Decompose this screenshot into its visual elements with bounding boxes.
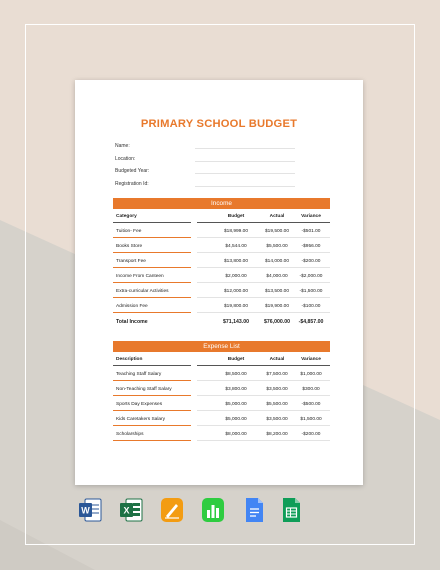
- word-icon[interactable]: [78, 497, 102, 523]
- cell-variance: -$4,857.00: [298, 319, 324, 325]
- google-sheets-icon[interactable]: [279, 497, 303, 523]
- table-row: [113, 412, 330, 427]
- expense-header-row: [113, 352, 330, 367]
- excel-icon-letter: X: [123, 505, 130, 516]
- numbers-icon[interactable]: [201, 497, 225, 523]
- table-row: [113, 284, 330, 299]
- cell-category: Admission Fee: [116, 304, 148, 309]
- cell-category: Income From Canteen: [116, 274, 164, 279]
- cell-variance: -$100.00: [301, 304, 321, 309]
- income-heading: Income: [113, 198, 330, 209]
- cell-variance: $1,500.00: [300, 417, 322, 422]
- cell-category: Tuition- Fee: [116, 229, 142, 234]
- cell-actual: $3,500.00: [266, 387, 288, 392]
- info-input-line[interactable]: [195, 186, 295, 187]
- cell-budget: $3,800.00: [225, 387, 247, 392]
- cell-budget: $5,000.00: [225, 417, 247, 422]
- cell-variance: -$200.00: [301, 259, 321, 264]
- column-header: Category: [116, 214, 137, 219]
- cell-category: Total Income: [116, 319, 148, 325]
- cell-budget: $19,800.00: [223, 304, 248, 309]
- cell-actual: $14,000.00: [264, 259, 289, 264]
- info-input-line[interactable]: [195, 148, 295, 149]
- cell-actual: $76,000.00: [264, 319, 290, 325]
- cell-budget: $5,000.00: [225, 402, 247, 407]
- cell-description: Sports Day Expenses: [116, 402, 163, 407]
- cell-budget: $71,143.00: [223, 319, 249, 325]
- pages-icon[interactable]: [160, 497, 184, 523]
- column-header: Variance: [301, 214, 321, 219]
- cell-actual: $8,200.00: [266, 432, 288, 437]
- cell-description: Non-Teaching Staff Salary: [116, 387, 172, 392]
- cell-actual: $19,500.00: [264, 229, 289, 234]
- income-header-row: [113, 209, 330, 224]
- cell-actual: $5,500.00: [266, 244, 288, 249]
- document-title: PRIMARY SCHOOL BUDGET: [140, 118, 298, 130]
- column-header: Description: [116, 357, 143, 362]
- expense-heading: Expense List: [113, 341, 330, 352]
- cell-category: Books Store: [116, 244, 143, 249]
- cell-category: Extra-curricular Activities: [116, 289, 169, 294]
- cell-actual: $5,500.00: [266, 402, 288, 407]
- cell-variance: -$501.00: [301, 229, 321, 234]
- budget-document: [75, 80, 363, 485]
- cell-budget: $2,000.00: [225, 274, 247, 279]
- table-row: [113, 269, 330, 284]
- cell-budget: $8,500.00: [225, 372, 247, 377]
- cell-budget: $13,800.00: [223, 259, 248, 264]
- cell-actual: $4,000.00: [266, 274, 288, 279]
- cell-variance: $300.00: [302, 387, 320, 392]
- table-row: [113, 367, 330, 382]
- cell-category: Transport Fee: [116, 259, 146, 264]
- info-label: Location:: [115, 155, 136, 162]
- info-label: Registration Id:: [115, 180, 149, 187]
- info-field-name: [115, 141, 295, 154]
- cell-variance: $1,000.00: [300, 372, 322, 377]
- table-row: [113, 427, 330, 442]
- info-input-line[interactable]: [195, 173, 295, 174]
- table-row: [113, 254, 330, 269]
- column-header: Budget: [227, 214, 245, 219]
- cell-description: Teaching Staff Salary: [116, 372, 162, 377]
- cell-budget: $18,999.00: [223, 229, 248, 234]
- cell-variance: -$956.00: [301, 244, 321, 249]
- expense-section: [113, 341, 330, 442]
- word-icon-letter: W: [81, 505, 90, 516]
- excel-icon[interactable]: [119, 497, 143, 523]
- cell-description: Scholarships: [116, 432, 144, 437]
- cell-variance: -$2,000.00: [299, 274, 323, 279]
- cell-variance: -$200.00: [301, 432, 321, 437]
- format-icons: [78, 497, 298, 525]
- income-total-row: [113, 314, 330, 329]
- info-field-budgeted-year: [115, 166, 295, 179]
- cell-budget: $4,544.00: [225, 244, 247, 249]
- google-docs-icon[interactable]: [242, 497, 266, 523]
- cell-budget: $12,000.00: [223, 289, 248, 294]
- cell-description: Kids Caretakers Salary: [116, 417, 166, 422]
- cell-actual: $19,900.00: [264, 304, 289, 309]
- column-header: Actual: [269, 214, 285, 219]
- cell-actual: $3,500.00: [266, 417, 288, 422]
- info-input-line[interactable]: [195, 161, 295, 162]
- cell-variance: -$1,500.00: [299, 289, 323, 294]
- info-field-location: [115, 154, 295, 167]
- info-field-registration-id: [115, 179, 295, 192]
- column-header: Budget: [227, 357, 245, 362]
- cell-actual: $7,500.00: [266, 372, 288, 377]
- table-row: [113, 397, 330, 412]
- column-header: Variance: [301, 357, 321, 362]
- table-row: [113, 224, 330, 239]
- cell-budget: $8,000.00: [225, 432, 247, 437]
- info-label: Budgeted Year:: [115, 168, 150, 174]
- table-row: [113, 299, 330, 314]
- cell-actual: $13,500.00: [264, 289, 289, 294]
- info-label: Name:: [115, 143, 130, 149]
- info-fields: [115, 141, 295, 191]
- table-row: [113, 239, 330, 254]
- cell-variance: -$500.00: [301, 402, 321, 407]
- income-section: [113, 198, 330, 329]
- table-row: [113, 382, 330, 397]
- column-header: Actual: [269, 357, 285, 362]
